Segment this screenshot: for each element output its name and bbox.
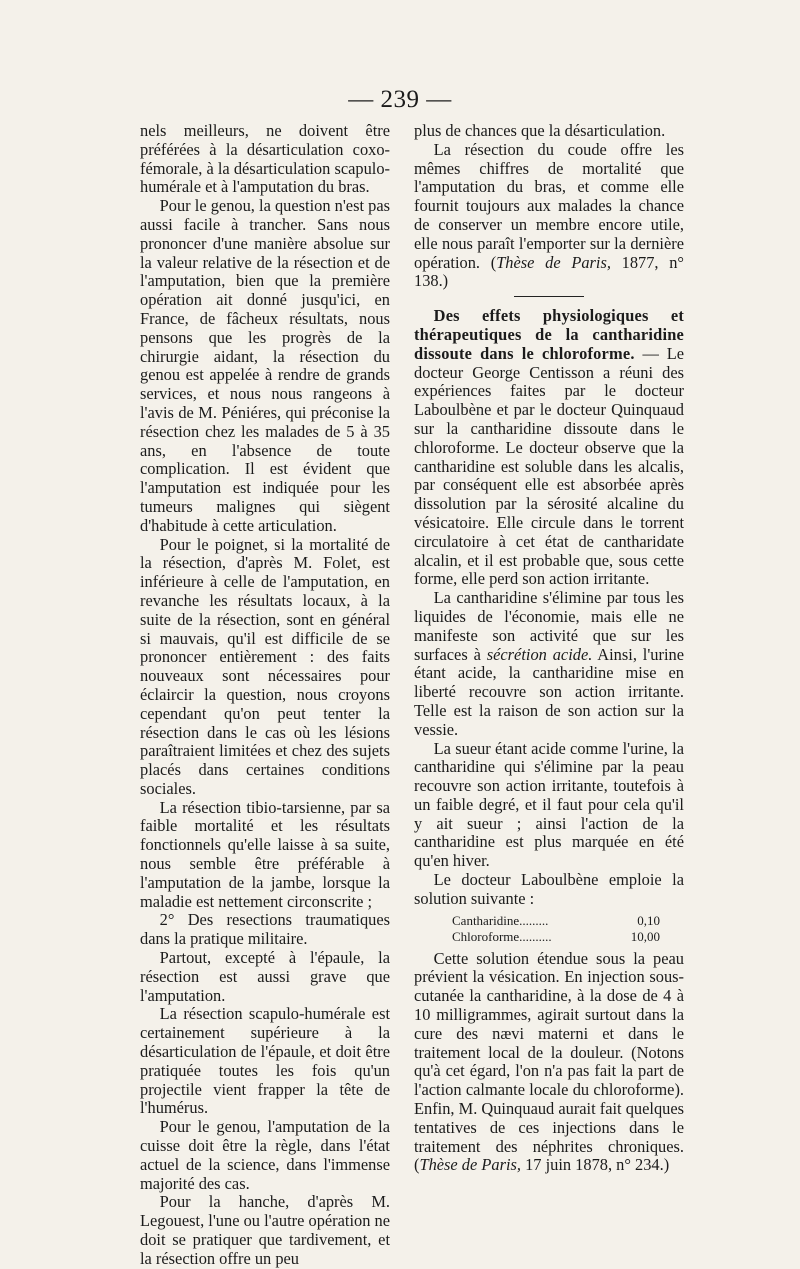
paragraph: La résection tibio-tarsienne, par sa faible mortalité et les résultats fonctionnels qu'elle laisse à sa suite, nous semble être préférable à l'amputation de la jambe, lorsque la maladie est nettement circonscrite ; — [140, 797, 390, 911]
paragraph — [414, 307, 684, 589]
paragraph-text: Ainsi, l'urine étant acide, la cantharidine mise en liberté recouvre son action irritante. Telle est la raison de son action sur la vessie. — [414, 644, 684, 739]
section-heading: Des effets physiologiques et thérapeutiques de la cantharidine dissoute dans le chloroforme. — [414, 306, 684, 363]
paragraph: Pour le genou, l'amputation de la cuisse doit être la règle, dans l'état actuel de la science, dans l'immense majorité des cas. — [140, 1117, 390, 1193]
paragraph — [414, 950, 684, 1176]
paragraph: La résection scapulo-humérale est certainement supérieure à la désarticulation de l'épaule, et doit être pratiquée toutes les fois qu'un projectile vient frapper la tête de l'humérus. — [140, 1004, 390, 1118]
ingredient-name: Cantharidine......... — [452, 912, 549, 928]
citation-open: ( — [490, 252, 497, 272]
formula-row — [414, 929, 684, 945]
citation-rest: 17 juin 1878, n° 234.) — [521, 1155, 670, 1175]
emphasis-text: sécrétion acide. — [486, 644, 593, 664]
citation-title: Thèse de Paris, — [419, 1155, 521, 1175]
paragraph: 2° Des resections traumatiques dans la pratique militaire. — [140, 910, 390, 949]
paragraph: Pour le genou, la question n'est pas aussi facile à trancher. Sans nous prononcer d'une manière absolue sur la valeur relative de la résection et de l'amputation, bien que la première opération ait donné jusqu'ici, en France, de fâcheux résultats, nous pensons que les progrès de la chirurgie aidant, la résection du genou est appelée à rendre de grands services, et nous nous rangeons à l'avis de M. Péniéres, qui préconise la résection chez les malades de 5 à 35 ans, en l'absence de toute complication. Il est évident que l'amputation est indiquée pour les tumeurs malignes qui siègent d'habitude à cette articulation. — [140, 196, 390, 535]
ingredient-quantity: 10,00 — [630, 928, 660, 944]
citation-title: Thèse de Paris, — [496, 252, 611, 272]
paragraph: La sueur étant acide comme l'urine, la cantharidine qui s'élimine par la peau recouvre son action irritante, toutefois à un faible degré, et il faut pour cela qu'il y ait sueur ; ainsi l'action de la cantharidine est plus marquée en été qu'en hiver. — [414, 738, 684, 871]
paragraph — [414, 141, 684, 291]
formula-table — [414, 913, 684, 945]
paragraph: Partout, excepté à l'épaule, la résection est aussi grave que l'amputation. — [140, 948, 390, 1005]
paragraph: Le docteur Laboulbène emploie la solution suivante : — [414, 870, 684, 908]
paragraph: Pour la hanche, d'après M. Legouest, l'une ou l'autre opération ne doit se pratiquer que tardivement, et la résection offre un peu — [140, 1192, 390, 1268]
ingredient-name: Chloroforme.......... — [452, 928, 552, 944]
paragraph-text: — Le docteur George Centisson a réuni des expériences faites par le docteur Laboulbène et par le docteur Quinquaud sur la cantharidine dissoute dans le chloroforme. Le docteur observe que la cantharidine est soluble dans les alcalis, par conséquent elle est absorbée après dissolution par la sérosité alcaline du vésicatoire. Elle circule dans le torrent circulatoire à cet état de cantharidate alcalin, et il est probable que, sous cette forme, elle perd son action irritante. — [414, 343, 685, 589]
left-column — [140, 122, 390, 1269]
ingredient-quantity: 0,10 — [637, 912, 660, 928]
paragraph-text: La cantharidine s'élimine par tous les liquides de l'économie, mais elle ne manifeste son activité que sur les surfaces à — [414, 588, 684, 664]
paragraph-text: Cette solution étendue sous la peau prévient la vésication. En injection sous-cutanée la cantharidine, à la dose de 4 à 10 milligrammes, agirait surtout dans la cure des nævi materni et dans le traitement local de la douleur. (Notons qu'à cet égard, l'on n'a pas fait la part de l'action calmante locale du chloroforme). Enfin, M. Quinquaud aurait fait quelques tentatives de ces injections dans le traitement des néphrites chroniques. ( — [414, 948, 684, 1175]
citation-rest: 1877, n° 138.) — [414, 252, 684, 291]
paragraph — [414, 589, 684, 739]
page-number: — 239 — — [348, 86, 452, 113]
paragraph-text: La résection du coude offre les mêmes chiffres de mortalité que l'amputation du bras, et comme elle fournit toujours aux malades la chance de conserver un membre encore utile, elle nous paraît l'emporter sur la dernière opération. — [414, 139, 684, 272]
paragraph: nels meilleurs, ne doivent être préférées à la désarticulation coxo-fémorale, à la désarticulation scapulo-humérale et à l'amputation du bras. — [140, 121, 390, 197]
paragraph: plus de chances que la désarticulation. — [414, 121, 666, 140]
right-column — [414, 122, 684, 1175]
paragraph: Pour le poignet, si la mortalité de la résection, d'après M. Folet, est inférieure à celle de l'amputation, en revanche les résultats locaux, à la suite de la résection, sont en général si mauvais, qu'il est difficile de se prononcer entièrement : des faits nouveaux sont nécessaires pour éclaircir la question, nous croyons cependant qu'on peut tenter la résection dans le cas où les lésions paraîtraient limitées et chez des sujets placés dans certaines conditions sociales. — [140, 534, 390, 798]
formula-row — [414, 913, 684, 929]
section-divider — [514, 296, 584, 297]
